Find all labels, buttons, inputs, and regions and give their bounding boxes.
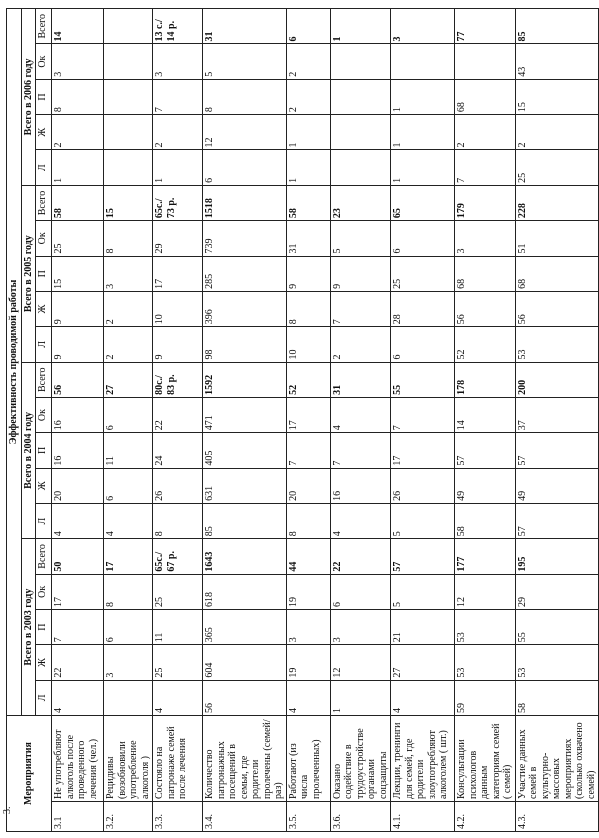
value-cell: 28	[391, 291, 455, 326]
value-cell: 85	[203, 503, 287, 538]
value-cell: 2	[104, 327, 153, 362]
value-cell: 739	[203, 221, 287, 256]
total-cell: 200	[515, 362, 599, 397]
value-cell: 3	[52, 44, 104, 79]
value-cell: 22	[153, 397, 203, 432]
subcolumn-header: Ок	[36, 44, 52, 79]
value-cell: 58	[455, 503, 516, 538]
value-cell	[455, 44, 516, 79]
subcolumn-header: Л	[36, 680, 52, 715]
table-row	[153, 9, 203, 832]
value-cell: 12	[203, 115, 287, 150]
total-cell: 228	[515, 185, 599, 220]
value-cell: 6	[391, 327, 455, 362]
value-cell: 56	[455, 291, 516, 326]
value-cell: 6	[104, 468, 153, 503]
value-cell: 9	[286, 256, 330, 291]
total-cell: 31	[330, 362, 391, 397]
value-cell: 6	[104, 397, 153, 432]
row-index: 3.1	[52, 802, 104, 832]
value-cell: 8	[104, 574, 153, 609]
value-cell	[104, 680, 153, 715]
value-cell: 9	[153, 327, 203, 362]
value-cell: 9	[52, 327, 104, 362]
value-cell	[104, 115, 153, 150]
value-cell: 1	[52, 150, 104, 185]
subcolumn-header: Ж	[36, 645, 52, 680]
total-cell: 27	[104, 362, 153, 397]
total-cell: 177	[455, 539, 516, 574]
total-cell	[104, 9, 153, 44]
total-cell: 13 с./ 14 р.	[153, 9, 203, 44]
value-cell: 25	[52, 221, 104, 256]
subcolumn-header: П	[36, 609, 52, 644]
total-cell: 80с./ 83 р.	[153, 362, 203, 397]
total-cell: 23	[330, 185, 391, 220]
value-cell: 49	[455, 468, 516, 503]
table-row	[455, 9, 516, 832]
value-cell: 1	[286, 150, 330, 185]
value-cell: 51	[515, 221, 599, 256]
table-row	[391, 9, 455, 832]
subcolumn-header: Ок	[36, 574, 52, 609]
value-cell: 2	[515, 115, 599, 150]
total-cell: 1518	[203, 185, 287, 220]
value-cell: 15	[52, 256, 104, 291]
value-cell: 7	[330, 291, 391, 326]
total-cell: 65	[391, 185, 455, 220]
value-cell: 8	[203, 79, 287, 114]
total-cell: 56	[52, 362, 104, 397]
total-cell: 55	[391, 362, 455, 397]
total-cell: 15	[104, 185, 153, 220]
total-cell: 17	[104, 539, 153, 574]
value-cell: 8	[286, 291, 330, 326]
value-cell: 4	[153, 680, 203, 715]
row-event: Работают (из числа пролеченных)	[286, 715, 330, 801]
total-cell: 65с./ 67 р.	[153, 539, 203, 574]
table-row	[104, 9, 153, 832]
value-cell: 53	[515, 327, 599, 362]
value-cell: 8	[286, 503, 330, 538]
value-cell: 16	[52, 397, 104, 432]
value-cell: 57	[515, 503, 599, 538]
value-cell: 631	[203, 468, 287, 503]
value-cell: 8	[104, 221, 153, 256]
value-cell: 5	[203, 44, 287, 79]
value-cell: 43	[515, 44, 599, 79]
value-cell: 17	[52, 574, 104, 609]
row-index: 3.6.	[330, 802, 391, 832]
value-cell: 7	[52, 609, 104, 644]
value-cell: 68	[455, 256, 516, 291]
value-cell: 14	[455, 397, 516, 432]
value-cell: 285	[203, 256, 287, 291]
value-cell: 53	[455, 609, 516, 644]
value-cell: 7	[286, 433, 330, 468]
total-cell: 179	[455, 185, 516, 220]
value-cell: 10	[286, 327, 330, 362]
subcolumn-header: П	[36, 79, 52, 114]
value-cell: 5	[391, 503, 455, 538]
subcolumn-header: Всего	[36, 539, 52, 574]
value-cell: 7	[153, 79, 203, 114]
value-cell: 4	[286, 680, 330, 715]
total-cell: 178	[455, 362, 516, 397]
row-event: Не употребляют алкоголь после проведенного лечения (чел.)	[52, 715, 104, 801]
value-cell	[104, 79, 153, 114]
subcolumn-header: Ж	[36, 468, 52, 503]
value-cell: 55	[515, 609, 599, 644]
value-cell: 11	[104, 433, 153, 468]
value-cell: 7	[455, 150, 516, 185]
value-cell: 49	[515, 468, 599, 503]
value-cell: 6	[330, 574, 391, 609]
subcolumn-header: Л	[36, 150, 52, 185]
value-cell: 1	[391, 150, 455, 185]
value-cell: 20	[52, 468, 104, 503]
value-cell: 58	[515, 680, 599, 715]
value-cell: 1	[391, 115, 455, 150]
value-cell: 6	[104, 609, 153, 644]
value-cell: 25	[153, 645, 203, 680]
total-cell: 44	[286, 539, 330, 574]
value-cell	[330, 150, 391, 185]
value-cell: 7	[391, 397, 455, 432]
value-cell: 1	[153, 150, 203, 185]
row-event: Оказано содействие в трудоустройстве органами соцзащиты	[330, 715, 391, 801]
value-cell: 24	[153, 433, 203, 468]
value-cell: 4	[330, 503, 391, 538]
value-cell: 4	[391, 680, 455, 715]
year-header-2003: Всего в 2003 году	[21, 539, 36, 716]
row-event: Участие данных семей в культурно-массовых мероприятиях (сколько охвачено семей)	[515, 715, 599, 801]
page-number: 3.	[2, 806, 13, 814]
value-cell: 98	[203, 327, 287, 362]
total-cell: 195	[515, 539, 599, 574]
value-cell: 6	[391, 221, 455, 256]
value-cell: 29	[153, 221, 203, 256]
total-cell: 6	[286, 9, 330, 44]
table-row	[52, 9, 104, 832]
events-header: Мероприятия	[7, 715, 52, 831]
value-cell: 25	[391, 256, 455, 291]
value-cell: 19	[286, 574, 330, 609]
value-cell: 16	[330, 468, 391, 503]
year-header-2006: Всего в 2006 году	[21, 9, 36, 186]
row-event: Рецидивы (возобновили употребление алкоголя )	[104, 715, 153, 801]
value-cell: 2	[455, 115, 516, 150]
total-cell: 31	[203, 9, 287, 44]
value-cell	[104, 150, 153, 185]
value-cell: 26	[153, 468, 203, 503]
value-cell: 3	[330, 609, 391, 644]
value-cell: 3	[153, 44, 203, 79]
value-cell: 53	[455, 645, 516, 680]
value-cell: 3	[104, 645, 153, 680]
value-cell: 4	[52, 680, 104, 715]
value-cell: 4	[104, 503, 153, 538]
value-cell: 56	[203, 680, 287, 715]
value-cell: 59	[455, 680, 516, 715]
value-cell: 604	[203, 645, 287, 680]
value-cell: 2	[286, 44, 330, 79]
total-cell: 14	[52, 9, 104, 44]
subcolumn-header: Л	[36, 503, 52, 538]
total-cell: 3	[391, 9, 455, 44]
value-cell: 25	[153, 574, 203, 609]
value-cell	[330, 79, 391, 114]
row-event: Консультации психологов данным категориям семей ( семей)	[455, 715, 516, 801]
value-cell: 15	[515, 79, 599, 114]
value-cell: 2	[153, 115, 203, 150]
year-header-2005: Всего в 2005 году	[21, 185, 36, 362]
row-index: 4.2.	[455, 802, 516, 832]
value-cell: 6	[203, 150, 287, 185]
row-index: 3.2.	[104, 802, 153, 832]
value-cell: 471	[203, 397, 287, 432]
subcolumn-header: Ж	[36, 291, 52, 326]
value-cell: 8	[52, 79, 104, 114]
value-cell: 1	[330, 680, 391, 715]
value-cell: 618	[203, 574, 287, 609]
value-cell: 27	[391, 645, 455, 680]
value-cell: 11	[153, 609, 203, 644]
value-cell: 3	[104, 256, 153, 291]
value-cell: 12	[330, 645, 391, 680]
value-cell: 2	[330, 327, 391, 362]
value-cell: 7	[330, 433, 391, 468]
effectiveness-table	[6, 8, 599, 832]
value-cell: 4	[330, 397, 391, 432]
value-cell: 57	[515, 433, 599, 468]
value-cell: 26	[391, 468, 455, 503]
table-row	[515, 9, 599, 832]
value-cell: 1	[286, 115, 330, 150]
value-cell: 56	[515, 291, 599, 326]
table-row	[330, 9, 391, 832]
table-row	[286, 9, 330, 832]
value-cell: 25	[515, 150, 599, 185]
subcolumn-header: Всего	[36, 185, 52, 220]
value-cell: 2	[52, 115, 104, 150]
value-cell: 2	[104, 291, 153, 326]
subcolumn-header: Ок	[36, 397, 52, 432]
value-cell: 5	[330, 221, 391, 256]
value-cell: 29	[515, 574, 599, 609]
subcolumn-header: Всего	[36, 9, 52, 44]
value-cell: 68	[455, 79, 516, 114]
row-event: Количество патронажных посещений в семьи, где родители пролечены (семей/раз)	[203, 715, 287, 801]
value-cell: 20	[286, 468, 330, 503]
value-cell: 405	[203, 433, 287, 468]
value-cell	[330, 115, 391, 150]
value-cell: 17	[153, 256, 203, 291]
value-cell: 31	[286, 221, 330, 256]
value-cell: 3	[455, 221, 516, 256]
total-cell: 1	[330, 9, 391, 44]
row-index: 3.5.	[286, 802, 330, 832]
subcolumn-header: Ж	[36, 115, 52, 150]
total-cell: 52	[286, 362, 330, 397]
subcolumn-header: Всего	[36, 362, 52, 397]
value-cell: 9	[330, 256, 391, 291]
value-cell	[104, 44, 153, 79]
value-cell: 53	[515, 645, 599, 680]
value-cell: 16	[52, 433, 104, 468]
value-cell: 57	[455, 433, 516, 468]
value-cell: 68	[515, 256, 599, 291]
total-cell: 77	[455, 9, 516, 44]
value-cell: 396	[203, 291, 287, 326]
total-cell: 22	[330, 539, 391, 574]
total-cell: 1592	[203, 362, 287, 397]
row-event: Лекции, тренинги для семей, где родители злоупотребляют алкоголем ( шт.)	[391, 715, 455, 801]
value-cell: 22	[52, 645, 104, 680]
value-cell: 3	[286, 609, 330, 644]
subcolumn-header: Л	[36, 327, 52, 362]
total-cell: 1643	[203, 539, 287, 574]
value-cell: 365	[203, 609, 287, 644]
subcolumn-header: П	[36, 256, 52, 291]
total-cell: 58	[286, 185, 330, 220]
total-cell: 57	[391, 539, 455, 574]
value-cell: 17	[286, 397, 330, 432]
value-cell: 4	[52, 503, 104, 538]
value-cell: 37	[515, 397, 599, 432]
year-header-2004: Всего в 2004 году	[21, 362, 36, 539]
row-index: 4.3.	[515, 802, 599, 832]
value-cell: 2	[286, 79, 330, 114]
total-cell: 65с./ 73 р.	[153, 185, 203, 220]
total-cell: 58	[52, 185, 104, 220]
row-index: 3.4.	[203, 802, 287, 832]
subcolumn-header: Ок	[36, 221, 52, 256]
value-cell: 10	[153, 291, 203, 326]
value-cell	[391, 44, 455, 79]
row-index: 4.1.	[391, 802, 455, 832]
value-cell: 19	[286, 645, 330, 680]
value-cell: 5	[391, 574, 455, 609]
row-index: 3.3.	[153, 802, 203, 832]
value-cell: 12	[455, 574, 516, 609]
value-cell: 21	[391, 609, 455, 644]
effectiveness-header: Эффективность проводимой работы	[7, 9, 22, 716]
row-event: Состояло на патронаже семей после лечения	[153, 715, 203, 801]
value-cell: 8	[153, 503, 203, 538]
value-cell: 1	[391, 79, 455, 114]
table-row	[203, 9, 287, 832]
value-cell: 52	[455, 327, 516, 362]
total-cell: 85	[515, 9, 599, 44]
value-cell	[330, 44, 391, 79]
value-cell: 17	[391, 433, 455, 468]
value-cell: 9	[52, 291, 104, 326]
subcolumn-header: П	[36, 433, 52, 468]
total-cell: 50	[52, 539, 104, 574]
